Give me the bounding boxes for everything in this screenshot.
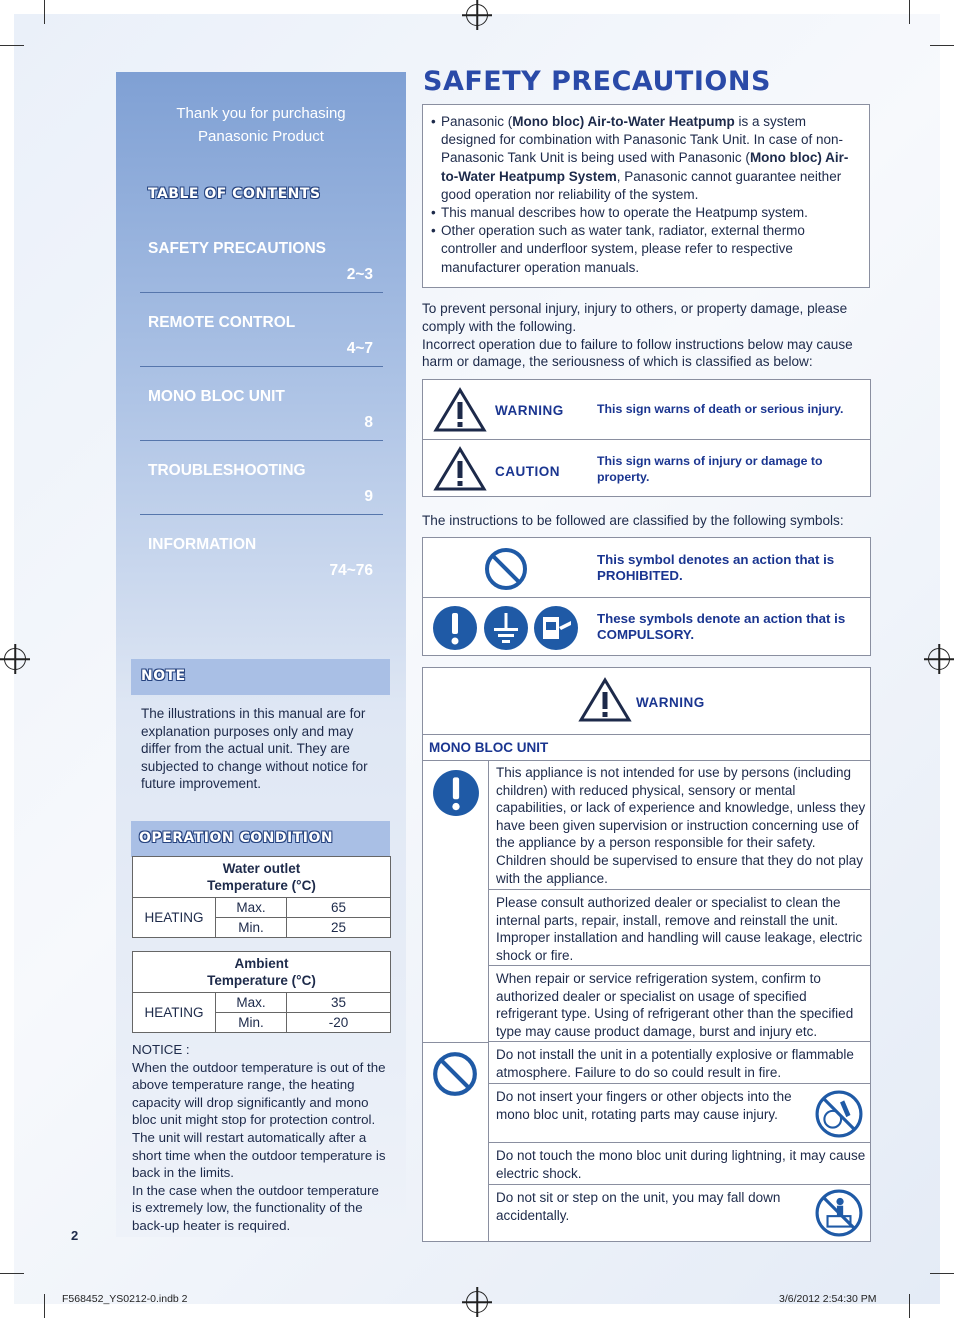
crop-mark (44, 0, 45, 24)
intro-box (422, 104, 870, 288)
crop-mark (44, 1294, 45, 1318)
warning-label: WARNING (636, 695, 705, 710)
toc-item-mono-bloc-unit[interactable] (140, 388, 383, 462)
prohibited-icon (483, 546, 529, 592)
symbols-paragraph: The instructions to be followed are classified by the following symbols: (422, 513, 844, 528)
toc-item-page: 8 (364, 414, 373, 431)
toc-item-label: REMOTE CONTROL (148, 314, 296, 331)
row-label: Max. (216, 898, 287, 918)
row-value: -20 (287, 1013, 391, 1033)
water-outlet-table (132, 856, 391, 938)
toc-item-label: MONO BLOC UNIT (148, 388, 285, 405)
operation-condition-bar (131, 821, 390, 857)
header-line: Temperature (°C) (207, 878, 316, 893)
warning-triangle-icon (578, 677, 632, 723)
paragraph-line: Incorrect operation due to failure to follow instructions below may cause harm or damage, the seriousness of which is classified as below: (422, 336, 853, 370)
row-label: Min. (216, 918, 287, 938)
toc-item-page: 4~7 (346, 340, 373, 357)
caution-sign-row (423, 440, 870, 498)
toc-item-troubleshooting[interactable] (140, 462, 383, 536)
divider (423, 1042, 488, 1043)
warning-subheading-row (423, 734, 870, 761)
row-value: 65 (287, 898, 391, 918)
notice-line: The unit will restart automatically after a short time when the outdoor temperature is back in the limits. (132, 1129, 386, 1181)
warning-item-text: Do not insert your fingers or other objects into the mono bloc unit, rotating parts may cause injury. (496, 1089, 792, 1122)
caution-triangle-icon (433, 446, 487, 492)
warning-sign-row (423, 380, 870, 440)
symbol-text: This symbol denotes an action that is PROHIBITED. (597, 552, 835, 583)
warning-item (489, 1185, 871, 1242)
table-header (133, 857, 391, 898)
intro-paragraph (422, 300, 872, 371)
warning-item-text: Do not touch the mono bloc unit during lightning, it may cause electric shock. (496, 1148, 866, 1181)
warning-box (422, 667, 871, 1242)
warning-item-text: Do not install the unit in a potentially explosive or flammable atmosphere. Failure to do so could result in fire. (496, 1047, 854, 1080)
note-heading-bar (131, 659, 390, 695)
warning-item (489, 1143, 871, 1185)
registration-mark-icon (928, 648, 950, 670)
intro-bullet: • Other operation such as water tank, radiator, external thermo controller and underfloor system, please refer to respective manufacturer operation manuals. (441, 222, 859, 277)
mode-cell: HEATING (133, 898, 216, 938)
registration-mark-icon (466, 4, 488, 26)
compulsory-row (423, 598, 870, 657)
notice-line: NOTICE : (132, 1042, 190, 1057)
intro-bullet: • This manual describes how to operate the Heatpump system. (441, 204, 859, 222)
note-heading: NOTE (141, 668, 186, 684)
toc-item-label: SAFETY PRECAUTIONS (148, 240, 326, 257)
sign-text: This sign warns of death or serious injury. (597, 402, 844, 416)
warning-item-text: When repair or service refrigeration system, confirm to authorized dealer or specialist on usage of specified refrigerant type. Using of refrigerant other than the specified type may cause product damage, burst and injury etc. (496, 971, 854, 1039)
warning-item-text: Do not sit or step on the unit, you may fall down accidentally. (496, 1190, 781, 1223)
ambient-table (132, 951, 391, 1033)
row-value: 35 (287, 993, 391, 1013)
exclamation-icon (432, 769, 480, 817)
warning-item-text: This appliance is not intended for use by persons (including children) with reduced physical, sensory or mental capabilities, or lack of experience and knowledge, unless they have been given supervision or instruction concerning use of the appliance by a person responsible for their safety. Children should be supervised to ensure that they do not play with the appliance. (496, 765, 866, 886)
unplug-icon (533, 605, 579, 651)
warning-item (489, 890, 871, 966)
sign-label: WARNING (495, 403, 564, 418)
prohibited-row (423, 538, 870, 598)
warning-subheading: MONO BLOC UNIT (429, 740, 549, 755)
warning-item (489, 1042, 871, 1084)
toc-heading: TABLE OF CONTENTS (148, 186, 321, 202)
toc-item-page: 74~76 (329, 562, 373, 579)
thanks-line: Panasonic Product (198, 128, 324, 145)
crop-mark (930, 45, 954, 46)
registration-mark-icon (466, 1291, 488, 1313)
header-line: Ambient (234, 956, 289, 971)
toc-item-page: 2~3 (346, 266, 373, 283)
header-line: Temperature (°C) (207, 973, 316, 988)
warning-box-header (423, 668, 870, 735)
crop-mark (930, 1273, 954, 1274)
divider (140, 292, 383, 293)
table-header (133, 952, 391, 993)
row-label: Min. (216, 1013, 287, 1033)
toc-item-page: 9 (364, 488, 373, 505)
row-label: Max. (216, 993, 287, 1013)
toc-item-label: TROUBLESHOOTING (148, 462, 306, 479)
no-fingers-icon (815, 1090, 863, 1138)
warning-item (489, 1084, 871, 1143)
divider (140, 514, 383, 515)
header-line: Water outlet (222, 861, 301, 876)
notice-line: In the case when the outdoor temperature is extremely low, the functionality of the back-up heater is required. (132, 1182, 379, 1233)
note-text: The illustrations in this manual are for explanation purposes only and may differ from the actual unit. They are subjected to change without notice for future improvement. (141, 706, 368, 792)
warning-triangle-icon (433, 387, 487, 433)
operation-condition-heading: OPERATION CONDITION (139, 830, 334, 846)
prohibited-icon (431, 1050, 479, 1098)
divider (140, 440, 383, 441)
crop-mark (0, 1273, 24, 1274)
toc-item-safety-precautions[interactable] (140, 240, 383, 314)
crop-mark (909, 1294, 910, 1318)
warning-item (489, 760, 871, 890)
symbol-table (422, 537, 871, 656)
crop-mark (0, 45, 24, 46)
warning-item (489, 966, 871, 1042)
toc-item-remote-control[interactable] (140, 314, 383, 388)
sign-table (422, 379, 871, 497)
thanks-message (116, 102, 406, 148)
footer-file: F568452_YS0212-0.indb 2 (62, 1293, 188, 1305)
notice-text (132, 1041, 390, 1235)
crop-mark (909, 0, 910, 24)
page-number: 2 (71, 1228, 79, 1243)
paragraph-line: To prevent personal injury, injury to others, or property damage, please comply with the following. (422, 301, 848, 334)
sign-label: CAUTION (495, 464, 560, 479)
registration-mark-icon (4, 648, 26, 670)
no-sitting-icon (815, 1189, 863, 1237)
exclamation-icon (432, 605, 478, 651)
page-title: SAFETY PRECAUTIONS (423, 66, 771, 97)
toc-item-label: INFORMATION (148, 536, 257, 553)
ground-icon (483, 605, 529, 651)
warning-item-text: Please consult authorized dealer or specialist to clean the internal parts, repair, install, remove and reinstall the unit. Improper installation and handling will cause leakage, electric shock or fire. (496, 895, 863, 963)
notice-line: When the outdoor temperature is out of the above temperature range, the heating capacity will drop significantly and mono bloc unit might stop for protection control. (132, 1059, 386, 1128)
thanks-line: Thank you for purchasing (176, 105, 346, 122)
symbol-text: These symbols denote an action that is COMPULSORY. (597, 611, 846, 642)
toc-item-information[interactable] (140, 536, 383, 610)
footer-datetime: 3/6/2012 2:54:30 PM (779, 1293, 877, 1305)
mode-cell: HEATING (133, 993, 216, 1033)
divider (140, 366, 383, 367)
row-value: 25 (287, 918, 391, 938)
sign-text: This sign warns of injury or damage to property. (597, 454, 823, 484)
intro-bullet: • Panasonic (Mono bloc) Air-to-Water Heatpump is a system designed for combination with Panasonic Tank Unit. In case of non-Panasonic Tank Unit is being used with Panasonic (Mono bloc) Air-to-Water Heatpump System, Panasonic cannot guarantee neither good operation nor reliability of the system. (441, 113, 859, 204)
